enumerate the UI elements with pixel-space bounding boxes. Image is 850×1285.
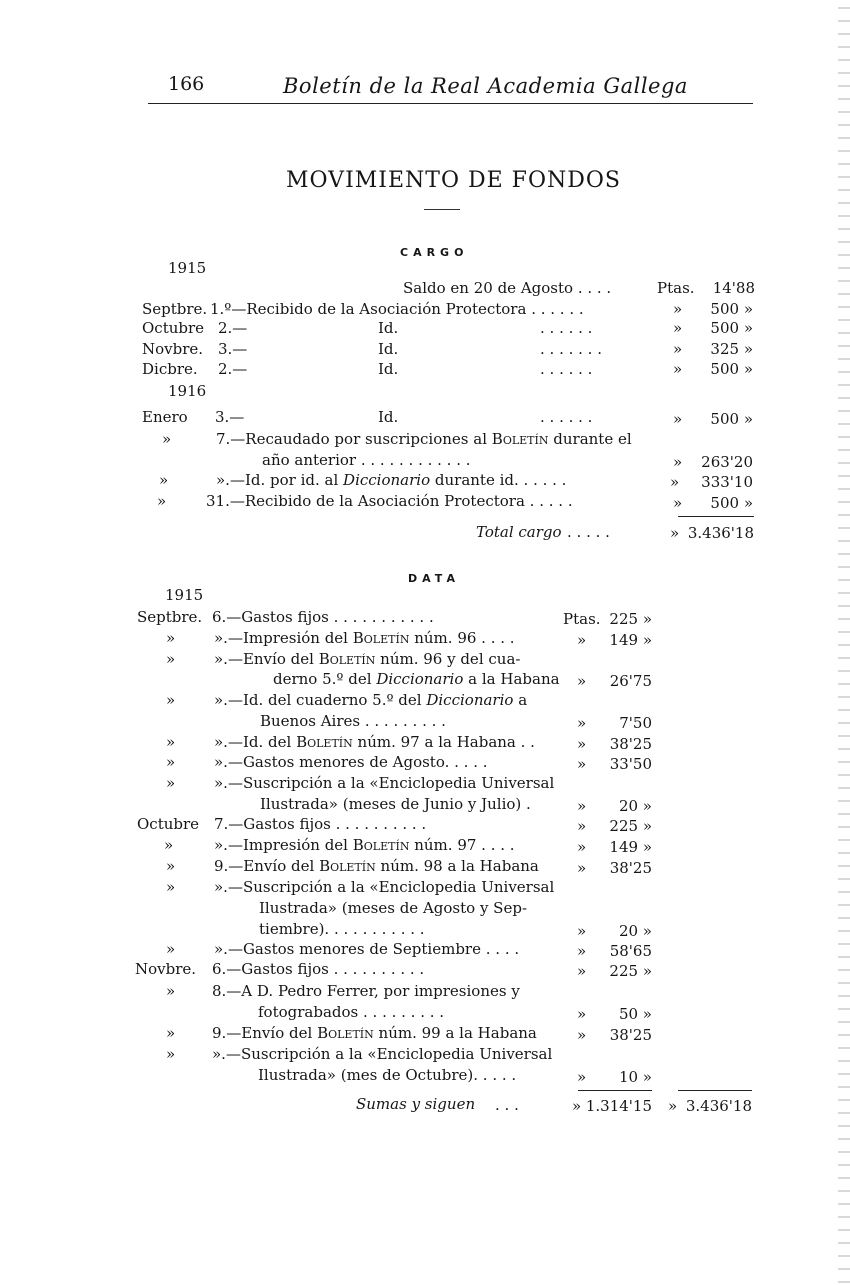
data-desc: ».—Gastos menores de Agosto. . . . . bbox=[214, 753, 488, 771]
data-desc: ».—Gastos menores de Septiembre . . . . bbox=[214, 940, 520, 958]
data-amount: 38'25 bbox=[609, 859, 652, 877]
data-desc-line2: Ilustrada» (meses de Junio y Julio) . bbox=[260, 795, 531, 813]
cargo-mark: » bbox=[670, 473, 680, 491]
cargo-mark: » bbox=[673, 410, 683, 428]
data-desc: 8.—A D. Pedro Ferrer, por impresiones y bbox=[212, 982, 520, 1000]
cargo-dots: . . . . . . . bbox=[540, 340, 602, 358]
data-month: » bbox=[166, 940, 176, 958]
data-mark: » bbox=[577, 735, 587, 753]
cargo-amount: 500 » bbox=[710, 319, 753, 337]
cargo-desc: 3.— bbox=[218, 340, 248, 358]
saldo-currency: Ptas. bbox=[657, 279, 695, 297]
data-year: 1915 bbox=[165, 586, 204, 604]
total-cargo-label: Total cargo bbox=[476, 523, 562, 541]
cargo-year-1916: 1916 bbox=[168, 382, 207, 400]
data-amount: 225 » bbox=[609, 962, 652, 980]
data-mark: » bbox=[577, 797, 587, 815]
data-desc: 6.—Gastos fijos . . . . . . . . . . bbox=[212, 960, 425, 978]
data-month: » bbox=[166, 1045, 176, 1063]
data-mark: » bbox=[577, 838, 587, 856]
data-month: » bbox=[166, 857, 176, 875]
total-cargo-amount: 3.436'18 bbox=[687, 524, 754, 542]
data-mark: » bbox=[577, 631, 587, 649]
data-desc-line2: Ilustrada» (meses de Agosto y Sep- bbox=[259, 899, 528, 917]
data-month: » bbox=[166, 878, 176, 896]
data-mark: » bbox=[577, 922, 587, 940]
data-amount: 225 » bbox=[609, 610, 652, 628]
data-desc: ».—Impresión del Boletín núm. 97 . . . . bbox=[214, 836, 515, 854]
saldo-amount: 14'88 bbox=[712, 279, 755, 297]
cargo-amount: 263'20 bbox=[701, 453, 753, 471]
data-month: » bbox=[166, 1024, 176, 1042]
data-amount: 58'65 bbox=[609, 942, 652, 960]
cargo-desc: 7.—Recaudado por suscripciones al Boletín durante el bbox=[216, 430, 632, 448]
cargo-amount: 500 » bbox=[710, 410, 753, 428]
data-mark: » bbox=[577, 1005, 587, 1023]
saldo-label: Saldo en 20 de Agosto . . . . bbox=[403, 279, 612, 297]
cargo-amount: 500 » bbox=[710, 300, 753, 318]
data-mark: » bbox=[577, 942, 587, 960]
cargo-dots: . . . . . . bbox=[540, 408, 593, 426]
cargo-month: Dicbre. bbox=[142, 360, 198, 378]
total-cargo-dots: . . . . . bbox=[567, 523, 610, 541]
data-mark: » bbox=[577, 1068, 587, 1086]
data-amount: 20 » bbox=[618, 797, 652, 815]
data-amount: 26'75 bbox=[609, 672, 652, 690]
cargo-month: » bbox=[162, 430, 172, 448]
cargo-year-1915: 1915 bbox=[168, 259, 207, 277]
data-mark: » bbox=[577, 817, 587, 835]
data-heading: DATA bbox=[408, 572, 460, 585]
data-desc: ».—Suscripción a la «Enciclopedia Universal bbox=[212, 1045, 553, 1063]
data-month: Novbre. bbox=[135, 960, 197, 978]
data-month: » bbox=[166, 733, 176, 751]
cargo-dots: . . . . . . bbox=[540, 360, 593, 378]
cargo-month: » bbox=[157, 492, 167, 510]
sumas-rule-1 bbox=[578, 1090, 652, 1091]
cargo-month: Novbre. bbox=[142, 340, 204, 358]
data-desc-line2: Buenos Aires . . . . . . . . . bbox=[260, 712, 446, 730]
cargo-amount: 325 » bbox=[710, 340, 753, 358]
cargo-mark: » bbox=[673, 340, 683, 358]
data-mark: » bbox=[577, 755, 587, 773]
cargo-month: Enero bbox=[142, 408, 188, 426]
cargo-mark: » bbox=[673, 453, 683, 471]
cargo-amount: 500 » bbox=[710, 494, 753, 512]
cargo-desc: 31.—Recibido de la Asociación Protectora . . . . . bbox=[206, 492, 573, 510]
cargo-desc: 1.º—Recibido de la Asociación Protectora . . . . . . bbox=[210, 300, 584, 318]
page-number: 166 bbox=[168, 73, 205, 95]
sumas-amount-1: 1.314'15 bbox=[585, 1097, 652, 1115]
data-desc-line3: tiembre). . . . . . . . . . . bbox=[259, 920, 425, 938]
data-amount: 149 » bbox=[609, 631, 652, 649]
data-desc: 9.—Envío del Boletín núm. 99 a la Habana bbox=[212, 1024, 537, 1042]
sumas-dots: . . . bbox=[495, 1096, 519, 1114]
cargo-amount: 333'10 bbox=[701, 473, 753, 491]
cargo-id: Id. bbox=[378, 340, 399, 358]
cargo-heading: CARGO bbox=[400, 246, 469, 259]
cargo-id: Id. bbox=[378, 408, 399, 426]
cargo-desc-line2: año anterior . . . . . . . . . . . . bbox=[262, 451, 471, 469]
data-amount: 38'25 bbox=[609, 1026, 652, 1044]
data-month: » bbox=[166, 753, 176, 771]
cargo-mark: » bbox=[673, 494, 683, 512]
cargo-month: » bbox=[159, 471, 169, 489]
data-amount: 225 » bbox=[609, 817, 652, 835]
cargo-id: Id. bbox=[378, 360, 399, 378]
data-desc: 7.—Gastos fijos . . . . . . . . . . bbox=[214, 815, 427, 833]
data-amount: 38'25 bbox=[609, 735, 652, 753]
data-amount: 20 » bbox=[618, 922, 652, 940]
total-rule bbox=[678, 516, 754, 517]
data-mark: Ptas. bbox=[563, 610, 601, 628]
cargo-amount: 500 » bbox=[710, 360, 753, 378]
cargo-desc: 2.— bbox=[218, 360, 248, 378]
data-desc: ».—Suscripción a la «Enciclopedia Universal bbox=[214, 878, 555, 896]
cargo-mark: » bbox=[673, 319, 683, 337]
sumas-mark-2: » bbox=[668, 1097, 678, 1115]
data-desc-line2: Ilustrada» (mes de Octubre). . . . . bbox=[258, 1066, 517, 1084]
sumas-label: Sumas y siguen bbox=[356, 1095, 476, 1113]
data-desc: ».—Envío del Boletín núm. 96 y del cua- bbox=[214, 650, 521, 668]
cargo-dots: . . . . . . bbox=[540, 319, 593, 337]
cargo-id: Id. bbox=[378, 319, 399, 337]
data-desc: 6.—Gastos fijos . . . . . . . . . . . bbox=[212, 608, 434, 626]
data-desc: ».—Impresión del Boletín núm. 96 . . . . bbox=[214, 629, 515, 647]
total-cargo-mark: » bbox=[670, 524, 680, 542]
header-rule bbox=[148, 103, 753, 104]
data-mark: » bbox=[577, 1026, 587, 1044]
cargo-desc: 3.— bbox=[215, 408, 245, 426]
sumas-rule-2 bbox=[678, 1090, 752, 1091]
data-desc-line2: fotograbados . . . . . . . . . bbox=[258, 1003, 445, 1021]
data-desc: 9.—Envío del Boletín núm. 98 a la Habana bbox=[214, 857, 539, 875]
data-mark: » bbox=[577, 672, 587, 690]
data-month: » bbox=[166, 982, 176, 1000]
data-amount: 50 » bbox=[618, 1005, 652, 1023]
data-amount: 149 » bbox=[609, 838, 652, 856]
data-mark: » bbox=[577, 859, 587, 877]
data-desc: ».—Id. del Boletín núm. 97 a la Habana . . bbox=[214, 733, 535, 751]
data-month: » bbox=[166, 691, 176, 709]
data-amount: 7'50 bbox=[619, 714, 652, 732]
data-desc-line2: derno 5.º del Diccionario a la Habana bbox=[273, 670, 560, 688]
cargo-month: Septbre. bbox=[142, 300, 208, 318]
data-amount: 10 » bbox=[618, 1068, 652, 1086]
page-title: MOVIMIENTO DE FONDOS bbox=[286, 168, 621, 193]
data-desc: ».—Suscripción a la «Enciclopedia Universal bbox=[214, 774, 555, 792]
cargo-desc: ».—Id. por id. al Diccionario durante id. . . . . . bbox=[216, 471, 567, 489]
cargo-mark: » bbox=[673, 360, 683, 378]
page-edge-shadow bbox=[838, 0, 850, 1285]
data-month: Septbre. bbox=[137, 608, 203, 626]
cargo-mark: » bbox=[673, 300, 683, 318]
sumas-mark-1: » bbox=[572, 1097, 582, 1115]
data-month: » bbox=[166, 774, 176, 792]
sumas-amount-2: 3.436'18 bbox=[685, 1097, 752, 1115]
data-mark: » bbox=[577, 714, 587, 732]
data-desc: ».—Id. del cuaderno 5.º del Diccionario a bbox=[214, 691, 528, 709]
data-amount: 33'50 bbox=[609, 755, 652, 773]
cargo-desc: 2.— bbox=[218, 319, 248, 337]
data-month: » bbox=[166, 629, 176, 647]
title-rule bbox=[424, 209, 460, 210]
data-month: » bbox=[166, 650, 176, 668]
journal-title: Boletín de la Real Academia Gallega bbox=[283, 74, 688, 98]
data-mark: » bbox=[577, 962, 587, 980]
data-month: Octubre bbox=[137, 815, 200, 833]
data-month: » bbox=[164, 836, 174, 854]
cargo-month: Octubre bbox=[142, 319, 205, 337]
